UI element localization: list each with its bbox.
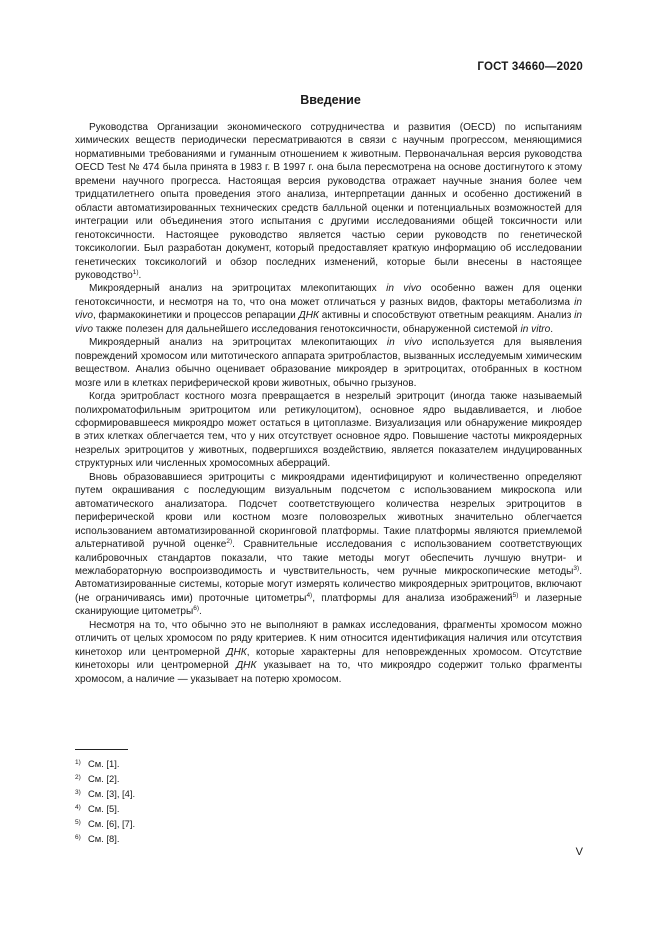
text-run: , платформы для анализа изображений — [312, 592, 513, 604]
footnote-text: См. [6], [7]. — [88, 818, 136, 830]
text-run: активны и способствуют ответным реакциям. Анализ — [318, 310, 575, 322]
footnote-ref: 5) — [512, 591, 519, 599]
text-run: . — [138, 269, 142, 281]
text-run: . — [550, 323, 554, 335]
footnote-item — [75, 816, 135, 831]
paragraph — [75, 336, 582, 390]
italic-term: ДНК — [226, 646, 247, 658]
footnotes — [75, 756, 135, 847]
text-run: Вновь образовавшиеся эритроциты с микроядрами идентифицируют и количественно определяют путем окрашивания с последующим визуальным подсчетом с использованием микроскопа или автоматического анализатора. Подсчет соответствующего количества незрелых эритроцитов в периферической крови или костном мозге половозрелых животных значительно облегчается использованием автоматизированной скоринговой платформы. Такие платформы являются приемлемой альтернативой ручной оценке — [75, 471, 582, 551]
footnote-text: См. [3], [4]. — [88, 788, 136, 800]
italic-term: in vivo — [386, 337, 423, 349]
paragraph — [75, 471, 582, 619]
footnote-item — [75, 756, 135, 771]
paragraph — [75, 619, 582, 686]
text-run: особенно важен для оценки генотоксичности, и несмотря на то, что она может отличаться у разных видов, факторы метаболизма — [75, 283, 582, 308]
text-run: Микроядерный анализ на эритроцитах млекопитающих — [89, 283, 387, 295]
paragraph — [75, 121, 582, 282]
footnote-text: См. [5]. — [88, 803, 120, 815]
text-run: . Автоматизированные системы, которые могут измерять количество микроядерных эритроцитов, включают (не ограничиваясь ими) проточные цитометры — [75, 565, 582, 604]
body-text — [75, 121, 582, 686]
text-run: . — [199, 606, 202, 618]
text-run: Когда эритробласт костного мозга превращается в незрелый эритроцит (иногда также называемый полихроматофильным эритроцитом или ретикулоцитом), основное ядро выдавливается, и любое сформировавшееся микроядро может остаться в цитоплазме. Визуализация или обнаружение микроядер в этих клетках облегчается тем, что у них отсутствует основное ядро. Повышение частоты микроядерных незрелых эритроцитов у животных, подвергшихся воздействию, является показателем индуцированных структурных или численных хромосомных аберраций. — [75, 391, 582, 470]
page-number: V — [575, 846, 583, 858]
footnote-ref: 2) — [226, 538, 233, 546]
footnote-text: См. [1]. — [88, 758, 120, 769]
italic-term: in vivo — [75, 296, 582, 322]
footnote-mark: 2) — [75, 774, 81, 782]
text-run: и лазерные сканирующие цитометры — [75, 592, 582, 618]
footnote-divider — [75, 749, 128, 750]
paragraph — [75, 390, 582, 471]
text-run: Несмотря на то, что обычно это не выполняют в рамках исследования, фрагменты хромосом можно отличить от целых хромосом по ряду критериев. К ним относится идентификация наличия или отсутствия кинетохор или центромерной — [75, 619, 582, 658]
text-run: Микроядерный анализ на эритроцитах млекопитающих — [89, 337, 387, 349]
footnote-mark: 5) — [75, 819, 81, 827]
italic-term: ДНК — [298, 310, 319, 322]
footnote-mark: 1) — [75, 759, 81, 766]
italic-term: ДНК — [236, 660, 257, 672]
text-run: Руководства Организации экономического сотрудничества и развития (OECD) по испытаниям химических веществ периодически пересматриваются в связи с научным прогрессом, меняющимися нормативными требованиями и гуманным отношением к животным. Первоначальная версия руководства OECD Test № 474 была принята в 1983 г. В 1997 г. она была пересмотрена на основе достигнутого к этому времени научного прогресса. Настоящая версия руководства отражает научные знания более чем тридцатилетнего опыта проведения этого анализа, интерпретации данных и особенно достижений в области автоматизированных технических средств балльной оценки и потенциальных возможностей для интеграции или объединения этого испытания с другими исследованиями общей токсичности или генотоксичности. Настоящее руководство является частью серии руководств по генетической токсикологии. Был разработан документ, который предоставляет краткую информацию об исследовании генетических токсикологий и обзор последних изменений, которые были внесены в настоящее руководство — [75, 122, 582, 281]
footnote-ref: 3) — [573, 564, 580, 572]
standard-code: ГОСТ 34660—2020 — [477, 61, 583, 73]
text-run: указывает на то, что микроядро содержит только фрагменты хромосом, а наличие — указывает на потерю хромосом. — [75, 660, 582, 685]
section-title: Введение — [300, 93, 361, 107]
paragraph — [75, 282, 582, 336]
footnote-mark: 4) — [75, 804, 81, 812]
footnote-item — [75, 771, 135, 786]
footnote-ref: 4) — [306, 591, 313, 599]
footnote-ref: 1) — [132, 268, 139, 276]
footnote-item — [75, 786, 135, 801]
italic-term: in vivo — [75, 310, 583, 335]
italic-term: in vitro — [520, 323, 551, 335]
footnote-item — [75, 801, 135, 816]
footnote-ref: 6) — [193, 605, 200, 613]
footnote-item — [75, 831, 135, 846]
footnote-mark: 3) — [75, 789, 81, 797]
footnote-text: См. [8]. — [88, 833, 120, 845]
text-run: , фармакокинетики и процессов репарации — [92, 310, 299, 322]
footnote-mark: 6) — [75, 834, 81, 842]
text-run: , которые характерны для неповрежденных хромосом. Отсутствие кинетохоры или центромерной — [75, 646, 582, 672]
text-run: . Сравнительные исследования с использованием соответствующих калибровочных стандартов показали, что такие методы могут обеспечить лучшую внутри- и межлабораторную воспроизводимость и чувствительность, чем ручные микроскопические методы — [75, 539, 582, 577]
text-run: также полезен для дальнейшего исследования генотоксичности, обнаруженной системой — [92, 323, 521, 335]
text-run: используется для выявления повреждений хромосом или митотического аппарата эритробластов, вызванных исследуемым химическим веществом. Анализ обычно оценивает образование микроядер в эритроцитах, отобранных в костном мозге или в клетках периферической крови животных, обычно грызунов. — [75, 337, 582, 389]
footnote-text: См. [2]. — [88, 773, 120, 785]
italic-term: in vivo — [386, 283, 422, 295]
